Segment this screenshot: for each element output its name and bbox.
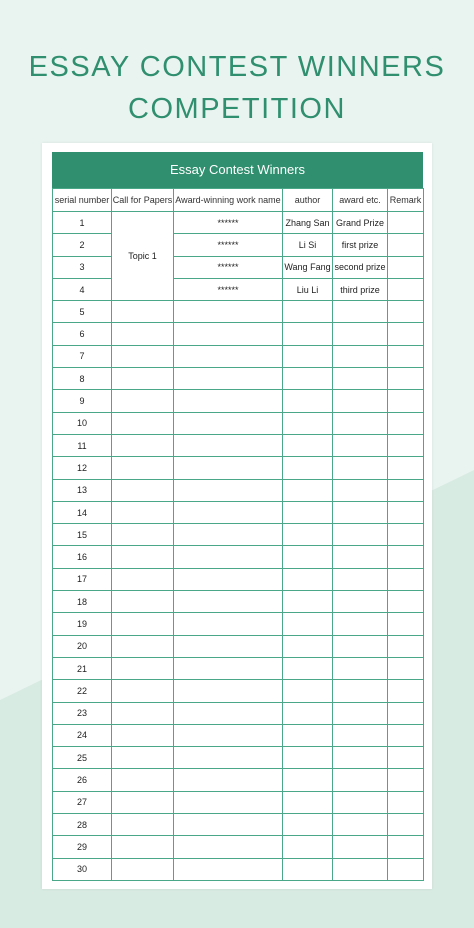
table-row: [53, 278, 424, 300]
award-cell: [333, 591, 388, 613]
serial-cell: 8: [53, 368, 112, 390]
call-for-papers-cell: [112, 568, 174, 590]
serial-cell: 6: [53, 323, 112, 345]
award-cell: [333, 836, 388, 858]
remark-cell: [388, 412, 424, 434]
author-cell: [283, 568, 333, 590]
table-row: [53, 345, 424, 367]
work-name-cell: [174, 434, 283, 456]
award-cell: [333, 390, 388, 412]
page-title-line-1: ESSAY CONTEST WINNERS: [28, 51, 446, 83]
table-row: [53, 814, 424, 836]
work-name-cell: [174, 501, 283, 523]
table-row: [53, 591, 424, 613]
call-for-papers-cell: [112, 724, 174, 746]
author-cell: [283, 635, 333, 657]
work-name-cell: [174, 323, 283, 345]
award-cell: third prize: [333, 278, 388, 300]
call-for-papers-cell: [112, 702, 174, 724]
table-row: [53, 256, 424, 278]
work-name-cell: [174, 568, 283, 590]
award-cell: [333, 858, 388, 880]
table-row: [53, 390, 424, 412]
call-for-papers-cell: [112, 323, 174, 345]
table-row: [53, 568, 424, 590]
work-name-cell: [174, 791, 283, 813]
author-cell: [283, 613, 333, 635]
serial-cell: 23: [53, 702, 112, 724]
remark-cell: [388, 814, 424, 836]
author-cell: [283, 546, 333, 568]
award-cell: [333, 747, 388, 769]
sheet-title: Essay Contest Winners: [52, 152, 423, 188]
serial-cell: 13: [53, 479, 112, 501]
serial-cell: 18: [53, 591, 112, 613]
table-row: [53, 747, 424, 769]
table-body: [53, 212, 424, 881]
author-cell: Zhang San: [283, 212, 333, 234]
award-cell: [333, 724, 388, 746]
remark-cell: [388, 434, 424, 456]
award-cell: first prize: [333, 234, 388, 256]
award-cell: [333, 613, 388, 635]
work-name-cell: [174, 769, 283, 791]
call-for-papers-cell: [112, 390, 174, 412]
serial-cell: 16: [53, 546, 112, 568]
award-cell: [333, 368, 388, 390]
table-row: [53, 412, 424, 434]
remark-cell: [388, 568, 424, 590]
table-row: [53, 613, 424, 635]
header-author: author: [283, 189, 333, 212]
page-title-line-2: COMPETITION: [128, 93, 346, 125]
serial-cell: 5: [53, 301, 112, 323]
table-header-row: [53, 189, 424, 212]
award-cell: [333, 457, 388, 479]
work-name-cell: [174, 657, 283, 679]
remark-cell: [388, 323, 424, 345]
call-for-papers-cell: [112, 524, 174, 546]
remark-cell: [388, 256, 424, 278]
work-name-cell: ******: [174, 212, 283, 234]
call-for-papers-cell: [112, 434, 174, 456]
author-cell: [283, 524, 333, 546]
work-name-cell: [174, 412, 283, 434]
call-for-papers-cell: [112, 345, 174, 367]
topic-cell: Topic 1: [112, 212, 174, 301]
award-cell: [333, 791, 388, 813]
award-cell: [333, 680, 388, 702]
remark-cell: [388, 479, 424, 501]
serial-cell: 27: [53, 791, 112, 813]
call-for-papers-cell: [112, 368, 174, 390]
remark-cell: [388, 546, 424, 568]
award-cell: [333, 524, 388, 546]
table-row: [53, 769, 424, 791]
work-name-cell: [174, 390, 283, 412]
serial-cell: 21: [53, 657, 112, 679]
serial-cell: 10: [53, 412, 112, 434]
author-cell: [283, 390, 333, 412]
remark-cell: [388, 769, 424, 791]
serial-cell: 20: [53, 635, 112, 657]
remark-cell: [388, 635, 424, 657]
work-name-cell: [174, 680, 283, 702]
serial-cell: 28: [53, 814, 112, 836]
header-call-for-papers: Call for Papers: [112, 189, 174, 212]
serial-cell: 12: [53, 457, 112, 479]
remark-cell: [388, 747, 424, 769]
remark-cell: [388, 591, 424, 613]
award-cell: [333, 814, 388, 836]
remark-cell: [388, 724, 424, 746]
work-name-cell: [174, 524, 283, 546]
remark-cell: [388, 457, 424, 479]
author-cell: Liu Li: [283, 278, 333, 300]
table-row: [53, 234, 424, 256]
award-cell: [333, 657, 388, 679]
work-name-cell: [174, 858, 283, 880]
table-row: [53, 301, 424, 323]
table-row: [53, 479, 424, 501]
author-cell: [283, 769, 333, 791]
call-for-papers-cell: [112, 546, 174, 568]
author-cell: Li Si: [283, 234, 333, 256]
award-cell: [333, 412, 388, 434]
author-cell: [283, 591, 333, 613]
serial-cell: 24: [53, 724, 112, 746]
serial-cell: 26: [53, 769, 112, 791]
winners-sheet: [52, 152, 423, 881]
remark-cell: [388, 858, 424, 880]
work-name-cell: ******: [174, 256, 283, 278]
remark-cell: [388, 212, 424, 234]
call-for-papers-cell: [112, 814, 174, 836]
table-row: [53, 635, 424, 657]
remark-cell: [388, 657, 424, 679]
table-row: [53, 457, 424, 479]
serial-cell: 22: [53, 680, 112, 702]
table-row: [53, 858, 424, 880]
serial-cell: 2: [53, 234, 112, 256]
award-cell: [333, 635, 388, 657]
work-name-cell: [174, 747, 283, 769]
remark-cell: [388, 702, 424, 724]
remark-cell: [388, 390, 424, 412]
award-cell: [333, 769, 388, 791]
award-cell: [333, 301, 388, 323]
serial-cell: 29: [53, 836, 112, 858]
work-name-cell: [174, 591, 283, 613]
award-cell: [333, 546, 388, 568]
award-cell: [333, 568, 388, 590]
table-row: [53, 501, 424, 523]
award-cell: [333, 434, 388, 456]
remark-cell: [388, 501, 424, 523]
work-name-cell: ******: [174, 278, 283, 300]
call-for-papers-cell: [112, 858, 174, 880]
author-cell: [283, 747, 333, 769]
table-row: [53, 546, 424, 568]
award-cell: [333, 345, 388, 367]
table-row: [53, 368, 424, 390]
author-cell: [283, 457, 333, 479]
serial-cell: 11: [53, 434, 112, 456]
serial-cell: 14: [53, 501, 112, 523]
call-for-papers-cell: [112, 791, 174, 813]
work-name-cell: [174, 724, 283, 746]
table-row: [53, 791, 424, 813]
author-cell: Wang Fang: [283, 256, 333, 278]
award-cell: [333, 323, 388, 345]
call-for-papers-cell: [112, 836, 174, 858]
table-row: [53, 524, 424, 546]
call-for-papers-cell: [112, 479, 174, 501]
author-cell: [283, 368, 333, 390]
table-row: [53, 836, 424, 858]
remark-cell: [388, 368, 424, 390]
author-cell: [283, 501, 333, 523]
table-row: [53, 212, 424, 234]
table-row: [53, 724, 424, 746]
serial-cell: 15: [53, 524, 112, 546]
author-cell: [283, 657, 333, 679]
author-cell: [283, 836, 333, 858]
award-cell: [333, 501, 388, 523]
remark-cell: [388, 524, 424, 546]
serial-cell: 25: [53, 747, 112, 769]
serial-cell: 30: [53, 858, 112, 880]
award-cell: Grand Prize: [333, 212, 388, 234]
call-for-papers-cell: [112, 301, 174, 323]
serial-cell: 9: [53, 390, 112, 412]
author-cell: [283, 434, 333, 456]
work-name-cell: [174, 301, 283, 323]
call-for-papers-cell: [112, 591, 174, 613]
call-for-papers-cell: [112, 747, 174, 769]
author-cell: [283, 412, 333, 434]
work-name-cell: [174, 836, 283, 858]
remark-cell: [388, 836, 424, 858]
remark-cell: [388, 791, 424, 813]
author-cell: [283, 814, 333, 836]
remark-cell: [388, 345, 424, 367]
author-cell: [283, 301, 333, 323]
author-cell: [283, 680, 333, 702]
serial-cell: 17: [53, 568, 112, 590]
table-row: [53, 702, 424, 724]
work-name-cell: [174, 613, 283, 635]
call-for-papers-cell: [112, 635, 174, 657]
author-cell: [283, 858, 333, 880]
award-cell: second prize: [333, 256, 388, 278]
award-cell: [333, 479, 388, 501]
author-cell: [283, 724, 333, 746]
remark-cell: [388, 301, 424, 323]
table-row: [53, 323, 424, 345]
award-cell: [333, 702, 388, 724]
work-name-cell: [174, 345, 283, 367]
serial-cell: 4: [53, 278, 112, 300]
work-name-cell: [174, 814, 283, 836]
table-row: [53, 680, 424, 702]
work-name-cell: [174, 479, 283, 501]
call-for-papers-cell: [112, 657, 174, 679]
call-for-papers-cell: [112, 613, 174, 635]
work-name-cell: ******: [174, 234, 283, 256]
remark-cell: [388, 278, 424, 300]
work-name-cell: [174, 368, 283, 390]
call-for-papers-cell: [112, 412, 174, 434]
serial-cell: 3: [53, 256, 112, 278]
author-cell: [283, 323, 333, 345]
table-row: [53, 657, 424, 679]
author-cell: [283, 345, 333, 367]
remark-cell: [388, 613, 424, 635]
work-name-cell: [174, 457, 283, 479]
work-name-cell: [174, 702, 283, 724]
call-for-papers-cell: [112, 501, 174, 523]
remark-cell: [388, 234, 424, 256]
author-cell: [283, 702, 333, 724]
call-for-papers-cell: [112, 457, 174, 479]
call-for-papers-cell: [112, 680, 174, 702]
work-name-cell: [174, 635, 283, 657]
serial-cell: 1: [53, 212, 112, 234]
header-award: award etc.: [333, 189, 388, 212]
header-remark: Remark: [388, 189, 424, 212]
table-row: [53, 434, 424, 456]
winners-table: [52, 188, 424, 881]
author-cell: [283, 479, 333, 501]
serial-cell: 7: [53, 345, 112, 367]
serial-cell: 19: [53, 613, 112, 635]
author-cell: [283, 791, 333, 813]
call-for-papers-cell: [112, 769, 174, 791]
header-serial-number: serial number: [53, 189, 112, 212]
remark-cell: [388, 680, 424, 702]
header-work-name: Award-winning work name: [174, 189, 283, 212]
work-name-cell: [174, 546, 283, 568]
